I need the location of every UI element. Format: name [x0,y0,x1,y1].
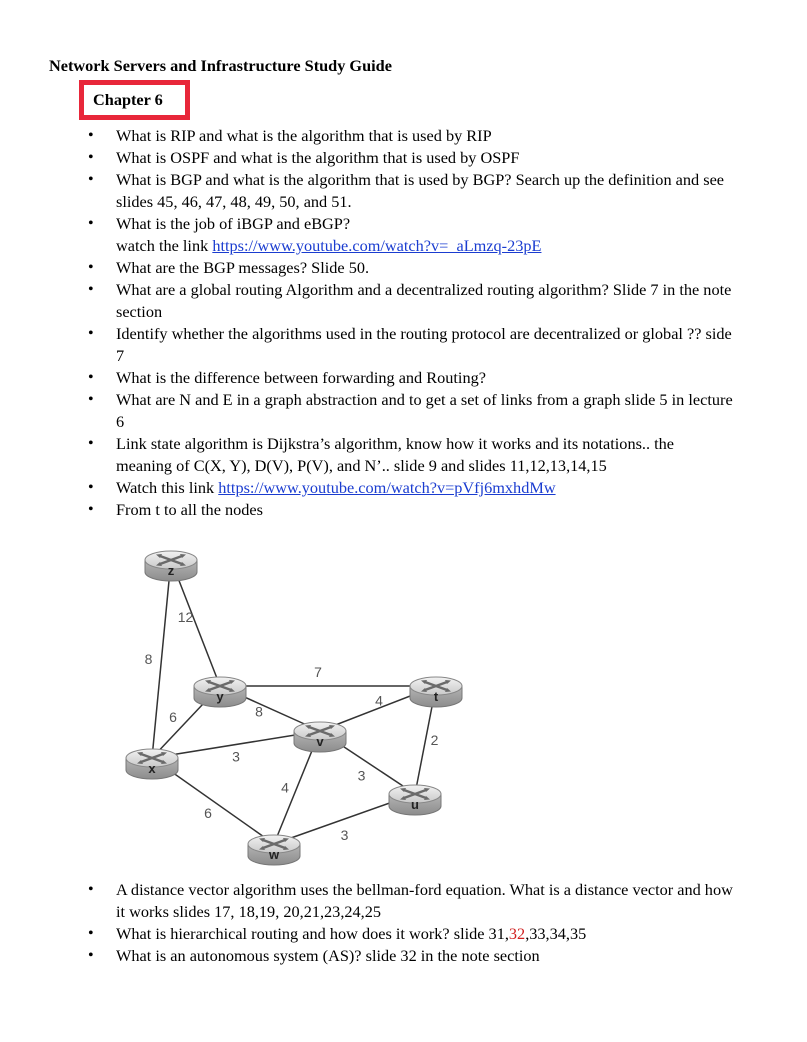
router-label-z: z [167,563,175,578]
question-list [0,125,734,521]
router-label-x: x [148,761,156,776]
edge-weight-y-x: 6 [169,709,177,725]
router-node-v [294,722,346,752]
page-title: Network Servers and Infrastructure Study Guide [49,56,392,75]
router-node-w [248,835,300,865]
edge-weight-y-v: 8 [255,703,263,720]
edge-weight-w-u: 3 [340,827,349,843]
question-item: • What are a global routing Algorithm and a decentralized routing algorithm? Slide 7 in the note section [0,279,734,323]
edge-weight-z-y: 12 [177,609,194,625]
question-item: • What is the difference between forwarding and Routing? [0,367,734,389]
router-node-u [389,785,441,815]
question-item: • What are N and E in a graph abstraction and to get a set of links from a graph slide 5 in lecture 6 [0,389,734,433]
edge-weight-t-u: 2 [430,732,439,748]
question-item: • Watch this link https://www.youtube.com/watch?v=pVfj6mxhdMw [0,477,734,499]
question-list-continued [0,879,734,967]
router-label-t: t [433,689,439,704]
chapter-heading: Chapter 6 [93,90,163,109]
question-item: • Link state algorithm is Dijkstra’s algorithm, know how it works and its notations.. the meaning of C(X, Y), D(V), P(V), and N’.. slide 9 and slides 11,12,13,14,15 [0,433,734,477]
edge-weight-z-x: 8 [144,651,153,667]
edge-weight-v-u: 3 [357,767,366,784]
router-node-x [126,749,178,779]
edge-weight-y-t: 7 [314,664,322,680]
question-item: • What is the job of iBGP and eBGP? watch the link https://www.youtube.com/watch?v=_aLmzq-23pE [0,213,734,257]
edge-weight-x-w: 6 [204,805,212,821]
edge-weight-x-v: 3 [232,748,240,765]
question-item: • What are the BGP messages? Slide 50. [0,257,734,279]
question-item: • Identify whether the algorithms used in the routing protocol are decentralized or global ?? side 7 [0,323,734,367]
youtube-link-bgp[interactable]: https://www.youtube.com/watch?v=_aLmzq-23pE [212,236,542,255]
highlighted-slide-number: 32 [508,924,526,943]
question-item: • From t to all the nodes [0,499,734,521]
router-label-w: w [268,847,280,862]
question-item: • What is BGP and what is the algorithm that is used by BGP? Search up the definition and see slides 45, 46, 47, 48, 49, 50, and 51. [0,169,734,213]
youtube-link-dijkstra[interactable]: https://www.youtube.com/watch?v=pVfj6mxhdMw [218,478,556,497]
network-graph-diagram [120,540,480,870]
edge-weight-v-w: 4 [281,779,289,796]
router-label-v: v [316,734,324,749]
question-item: • A distance vector algorithm uses the bellman-ford equation. What is a distance vector and how it works slides 17, 18,19, 20,21,23,24,25 [0,879,734,923]
question-item: • What is hierarchical routing and how does it work? slide 31,32,33,34,35 [0,923,734,945]
question-item: • What is OSPF and what is the algorithm that is used by OSPF [0,147,734,169]
question-item: • What is RIP and what is the algorithm that is used by RIP [0,125,734,147]
router-label-u: u [411,797,419,812]
question-item: • What is an autonomous system (AS)? slide 32 in the note section [0,945,734,967]
graph-edge-z-x [152,560,171,758]
router-label-y: y [216,689,224,704]
edge-weight-v-t: 4 [375,692,383,709]
router-node-t [410,677,462,707]
router-node-z [145,551,197,581]
router-node-y [194,677,246,707]
